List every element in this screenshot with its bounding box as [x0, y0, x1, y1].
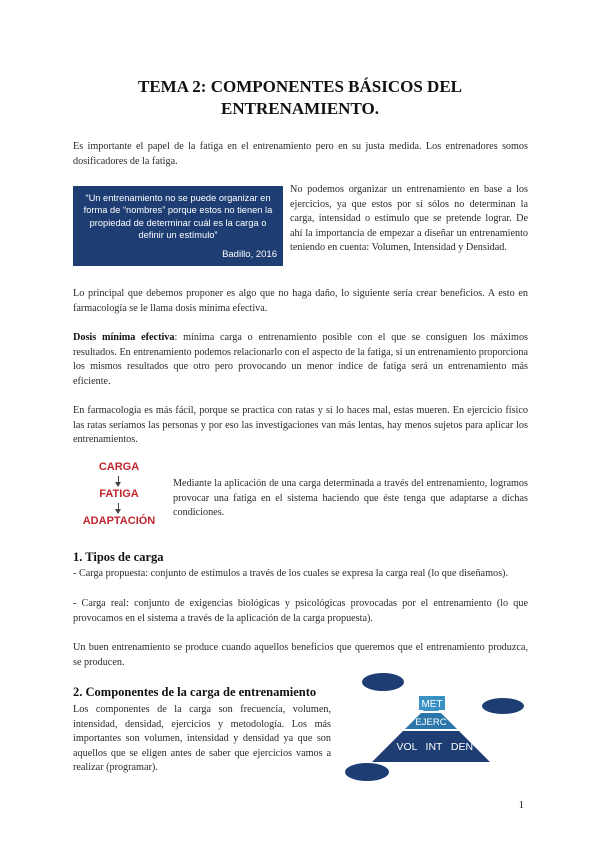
flow-item-carga: CARGA — [98, 461, 140, 473]
pyramid-label-int: INT — [425, 741, 443, 753]
page-title-line2: ENTRENAMIENTO. — [221, 99, 379, 118]
load-components-pyramid — [335, 668, 527, 784]
intro-paragraph: Es importante el papel de la fatiga en el entrenamiento pero en su justa medida. Los entrenadores somos dosificadores de la fatiga. — [73, 141, 528, 167]
flow-paragraph: Mediante la aplicación de una carga determinada a través del entrenamiento, logramos provocar una fatiga en el sistema haciendo que éste tenga que adaptarse a dichas condiciones. — [173, 478, 528, 519]
pyramid-bubble — [482, 698, 524, 714]
arrow-down-icon — [118, 503, 119, 513]
page-title — [60, 76, 540, 120]
arrow-down-icon — [118, 476, 119, 486]
pyramid-label-met: MET — [421, 699, 443, 710]
side-paragraph: No podemos organizar un entrenamiento en base a los ejercicios, ya que estos por sí sólos no determinan la carga, intensidad o estímulo que se pretende lograr. De ahí la importancia de empezar a diseñar un entrenamiento teniendo en cuenta: Volumen, Intensidad y Densidad. — [290, 184, 528, 254]
principal-paragraph: Lo principal que debemos proponer es algo que no haga daño, lo siguiente sería crear beneficios. A esto en farmacología se le llama dosis mínima efectiva. — [73, 288, 528, 314]
section1-item-real: - Carga real: conjunto de exigencias biológicas y psicológicas provocadas por el entrenamiento (lo que provocamos en el sistema a través de la aplicación de la carga propuesta). — [73, 598, 528, 624]
page-title-line1: TEMA 2: COMPONENTES BÁSICOS DEL — [138, 77, 462, 96]
pyramid-bubble — [345, 763, 389, 781]
dosis-paragraph — [73, 331, 528, 389]
flow-item-adaptacion: ADAPTACIÓN — [82, 515, 156, 527]
dosis-term: Dosis mínima efectiva — [73, 332, 175, 343]
page-number: 1 — [518, 800, 524, 811]
pyramid-label-den: DEN — [450, 741, 474, 753]
section2-paragraph: Los componentes de la carga son frecuencia, volumen, intensidad, densidad, ejercicios y metodología. Los más importantes son volumen, intensidad y densidad ya que son aquellos que se eligen antes de saber que ejercicios vamos a realizar (programar). — [73, 704, 331, 774]
section1-heading: 1. Tipos de carga — [73, 550, 164, 564]
carga-fatiga-adaptacion-diagram — [73, 460, 165, 534]
pyramid-label-vol: VOL — [396, 741, 418, 753]
farmacologia-paragraph: En farmacología es más fácil, porque se practica con ratas y si lo haces mal, estas mueren. En ejercicio físico las ratas seríamos las personas y por eso las investigaciones van más lentas, hay menos sujetos para aplicar los entrenamientos. — [73, 405, 528, 446]
dosis-text: : mínima carga o entrenamiento posible con el que se consiguen los máximos resultados. En entrenamiento podemos relacionarlo con el aspecto de la fatiga, si un entrenamiento proporciona los mismos resultados que otro pero provocando un menor índice de fatiga será un entrenamiento más eficiente. — [73, 332, 528, 387]
quote-box — [73, 186, 283, 266]
quote-text: “Un entrenamiento no se puede organizar en forma de “nombres” porque estos no tienen la propiedad de determinar cuál es la carga o definir un estímulo” — [83, 193, 273, 241]
section1-item-propuesta: - Carga propuesta: conjunto de estímulos a través de los cuales se expresa la carga real (lo que diseñamos). — [73, 568, 508, 579]
pyramid-label-ejerc: EJERC — [415, 717, 447, 728]
section2-heading: 2. Componentes de la carga de entrenamiento — [73, 685, 317, 699]
quote-author: Badillo, 2016 — [222, 248, 277, 260]
pyramid-bubble — [362, 673, 404, 691]
flow-item-fatiga: FATIGA — [99, 488, 139, 500]
buen-entrenamiento-paragraph: Un buen entrenamiento se produce cuando aquellos beneficios que queremos que el entrenamiento produzca, se producen. — [73, 642, 528, 668]
